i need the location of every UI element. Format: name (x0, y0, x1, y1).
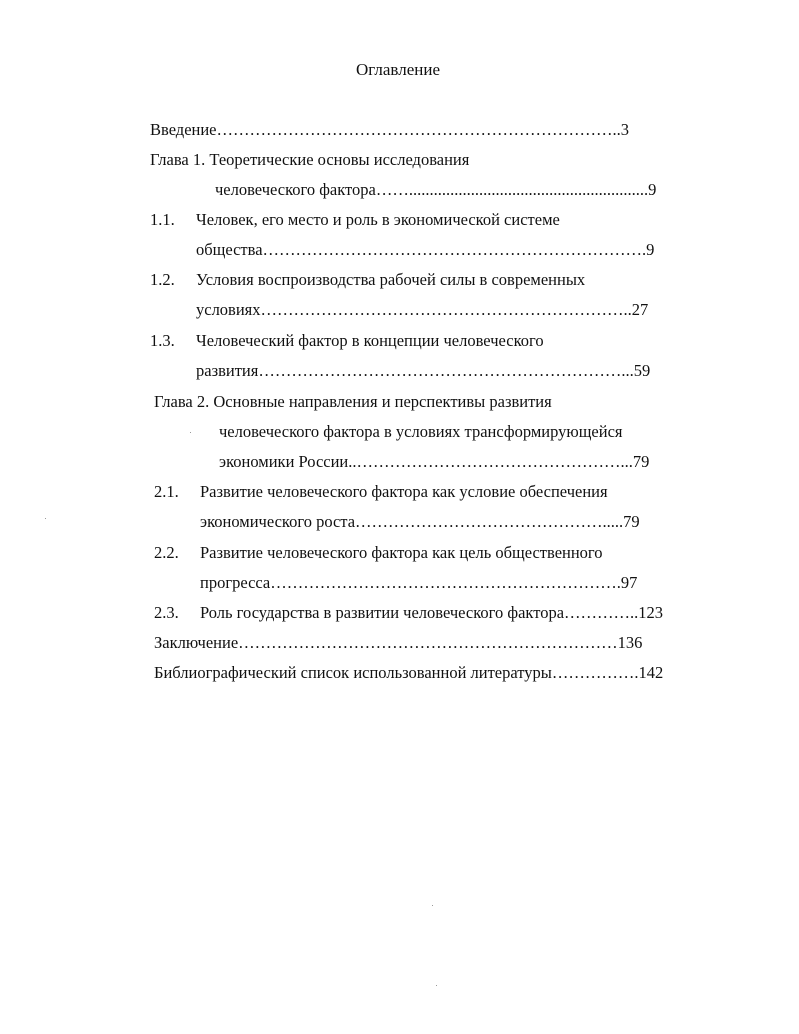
toc-section-2-1-title: Развитие человеческого фактора как условие обеспечения (200, 482, 608, 501)
toc-chapter-1-title: Глава 1. Теоретические основы исследования (150, 150, 470, 169)
toc-section-1-1-continuation: общества…………………………………………………………….9 (196, 240, 655, 259)
toc-chapter-1-continuation: человеческого фактора……..........................................................9 (215, 180, 657, 199)
toc-section-number: 2.2. (154, 543, 179, 562)
toc-section-2-3-title: Роль государства в развитии человеческого фактора…………..123 (200, 603, 664, 622)
toc-section-number: 2.3. (154, 603, 179, 622)
page-title: Оглавление (356, 60, 440, 79)
toc-section-2-2-title: Развитие человеческого фактора как цель общественного (200, 543, 603, 562)
toc-section-1-2-title: Условия воспроизводства рабочей силы в современных (196, 270, 586, 289)
toc-chapter-2-title: Глава 2. Основные направления и перспективы развития (154, 392, 552, 411)
toc-section-1-1-title: Человек, его место и роль в экономической системе (196, 210, 560, 229)
toc-entry-bibliography: Библиографический список использованной литературы…………….142 (154, 663, 664, 682)
toc-section-2-1-continuation: экономического роста……………………………………….....79 (200, 512, 640, 531)
toc-section-number: 1.2. (150, 270, 175, 289)
toc-chapter-2-continuation-2: экономики России..…………………………………………...79 (219, 452, 650, 471)
scan-speck (436, 985, 437, 986)
scan-speck (45, 518, 46, 519)
toc-section-2-2-continuation: прогресса……………………………………………………….97 (200, 573, 638, 592)
toc-section-1-3-continuation: развития…………………………………………………………...59 (196, 361, 651, 380)
scan-speck (432, 905, 433, 906)
scan-speck (190, 432, 191, 433)
toc-section-1-3-title: Человеческий фактор в концепции человеческого (196, 331, 544, 350)
toc-chapter-2-continuation-1: человеческого фактора в условиях трансформирующейся (219, 422, 623, 441)
toc-entry-intro: Введение………………………………………………………………..3 (150, 120, 630, 139)
toc-section-number: 2.1. (154, 482, 179, 501)
toc-section-number: 1.1. (150, 210, 175, 229)
toc-section-1-2-continuation: условиях…………………………………………………………..27 (196, 300, 649, 319)
toc-section-number: 1.3. (150, 331, 175, 350)
toc-entry-conclusion: Заключение……………………………………………………………136 (154, 633, 643, 652)
